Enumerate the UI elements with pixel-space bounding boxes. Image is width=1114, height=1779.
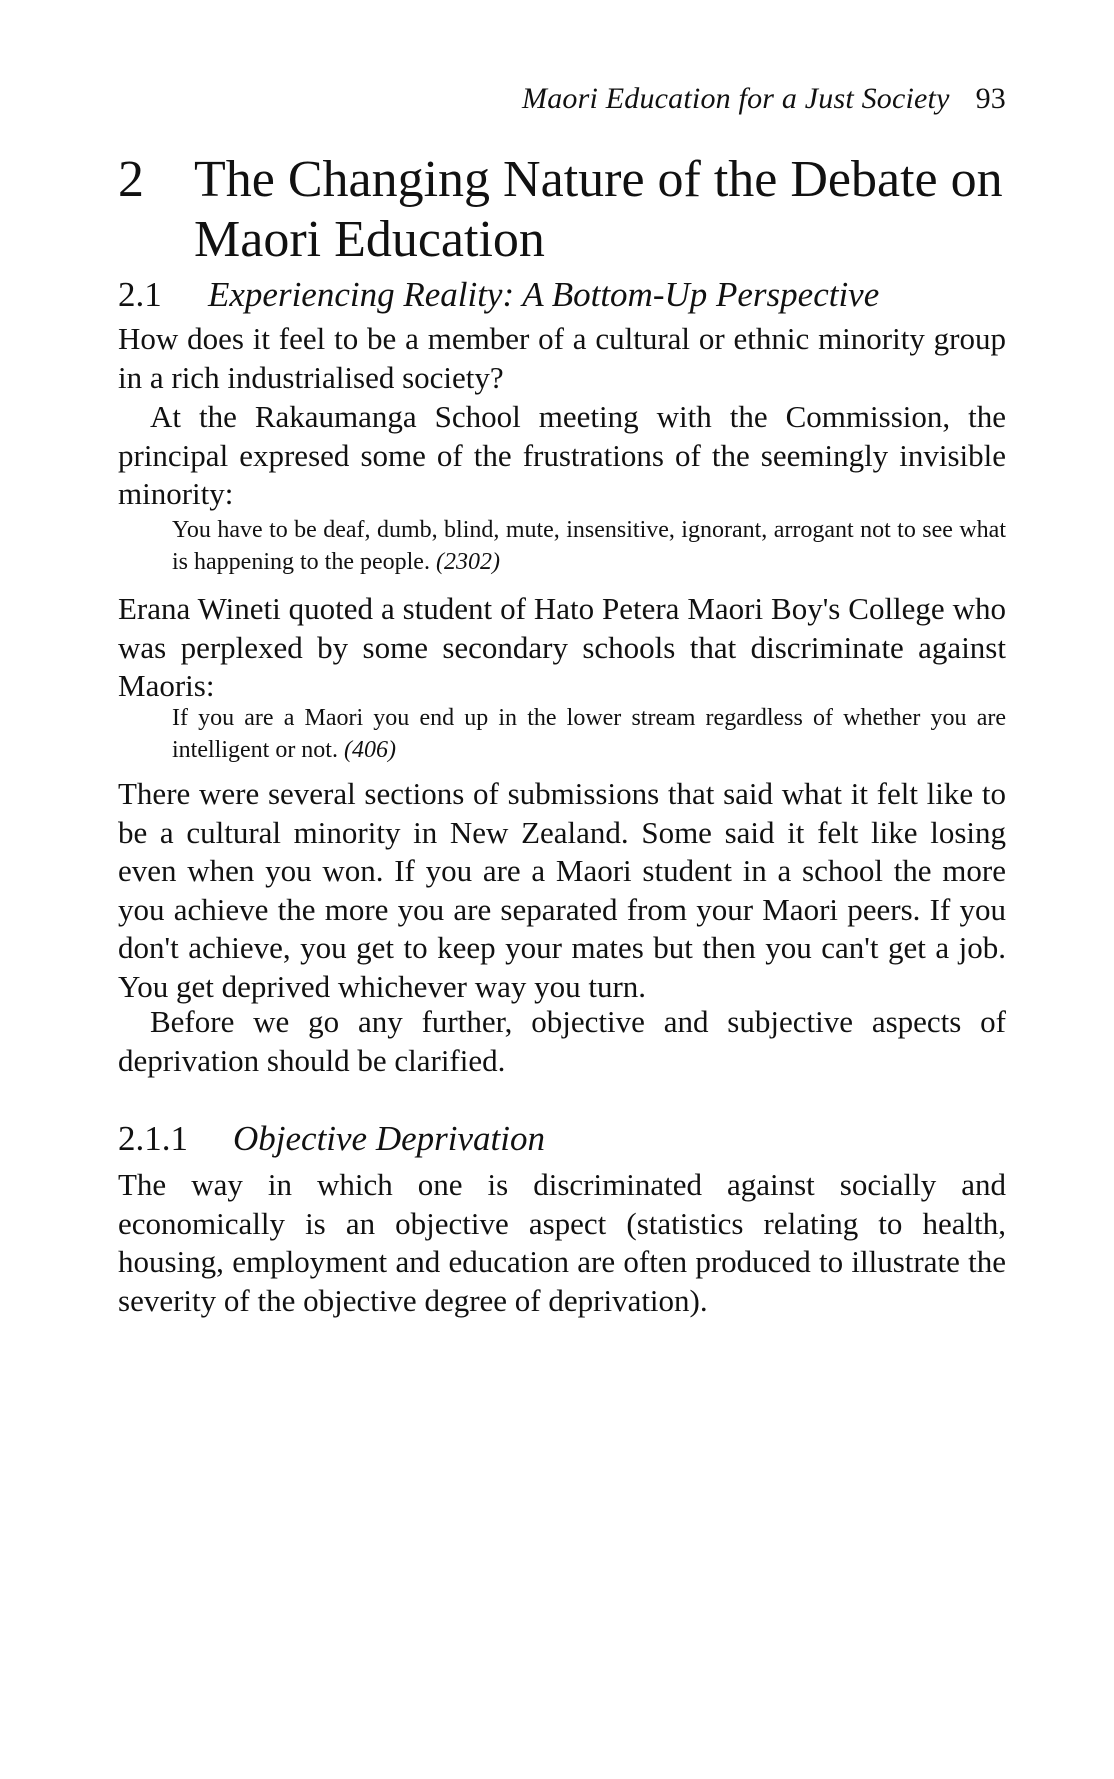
subsection-title: Objective Deprivation	[233, 1119, 545, 1158]
paragraph-5: Before we go any further, objective and subjective aspects of deprivation should be clarified.	[118, 1004, 1006, 1078]
paragraph-4: There were several sections of submissions that said what it felt like to be a cultural minority in New Zealand. Some said it felt like losing even when you won. If you are a Maori student in a school the more you achieve the more you are separated from your Maori peers. If you don't achieve, you get to keep your mates but then you can't get a job. You get deprived whichever way you turn.	[118, 776, 1006, 1004]
chapter-heading	[118, 150, 1018, 270]
chapter-title: The Changing Nature of the Debate on Maori Education	[194, 151, 1003, 268]
section-heading-2-1	[118, 274, 1018, 316]
running-head	[522, 82, 1006, 116]
block-quote-2	[172, 702, 1006, 766]
page-number: 93	[975, 82, 1006, 115]
subsection-number: 2.1.1	[118, 1119, 188, 1158]
paragraph-1: How does it feel to be a member of a cultural or ethnic minority group in a rich industrialised society?	[118, 321, 1006, 395]
paragraph-3: Erana Wineti quoted a student of Hato Petera Maori Boy's College who was perplexed by some secondary schools that discriminate against Maoris:	[118, 591, 1006, 703]
block-quote-1	[172, 514, 1006, 578]
paragraph-2: At the Rakaumanga School meeting with the Commission, the principal expresed some of the frustrations of the seemingly invisible minority:	[118, 399, 1006, 511]
quote-text: If you are a Maori you end up in the lower stream regardless of whether you are intelligent or not.	[172, 705, 1006, 763]
section-heading-2-1-1	[118, 1118, 1018, 1160]
running-head-title: Maori Education for a Just Society	[522, 82, 950, 115]
quote-citation: (2302)	[435, 549, 500, 575]
paragraph-6: The way in which one is discriminated against socially and economically is an objective aspect (statistics relating to health, housing, employment and education are often produced to illustrate the severity of the objective degree of deprivation).	[118, 1167, 1006, 1318]
quote-text: You have to be deaf, dumb, blind, mute, insensitive, ignorant, arrogant not to see what is happening to the people.	[172, 517, 1006, 575]
quote-citation: (406)	[343, 737, 396, 763]
section-title: Experiencing Reality: A Bottom-Up Perspective	[208, 275, 880, 314]
section-number: 2.1	[118, 275, 162, 314]
chapter-number: 2	[118, 151, 144, 208]
